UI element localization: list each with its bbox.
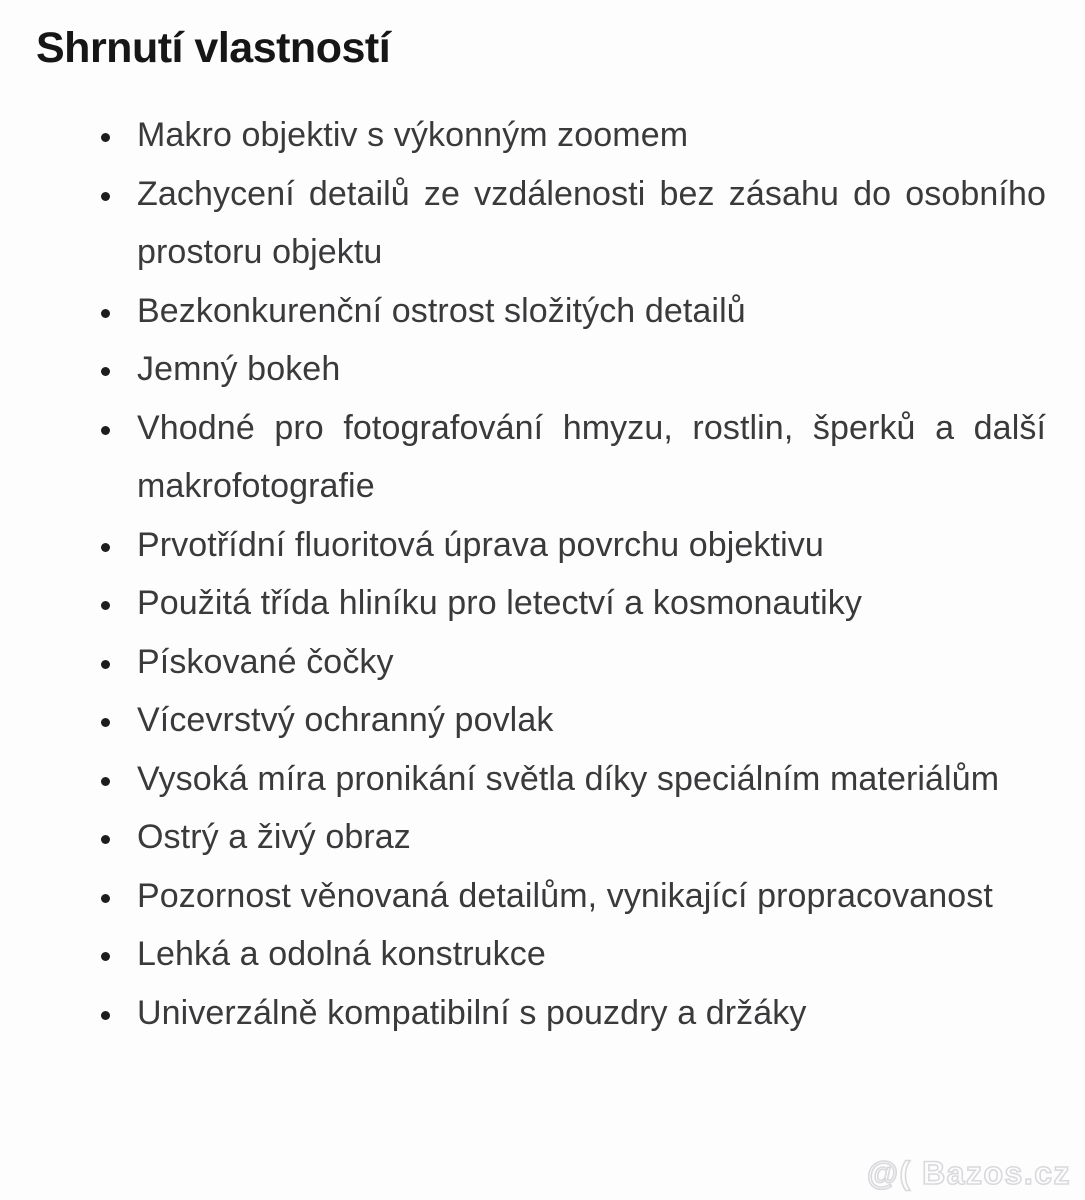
list-item-label: Univerzálně kompatibilní s pouzdry a držáky [137,993,807,1032]
list-item [100,282,1046,341]
list-item-label: Vhodné pro fotografování hmyzu, rostlin, šperků a další makrofotografie [137,408,1046,505]
list-item [100,925,1046,984]
list-item [100,106,1046,165]
list-item [100,516,1046,575]
list-item [100,340,1046,399]
list-item [100,633,1046,692]
list-item-label: Ostrý a živý obraz [137,818,411,856]
list-item [100,984,1046,1043]
list-item-label: Prvotřídní fluoritová úprava povrchu objektivu [137,525,824,564]
list-item [100,165,1046,282]
page-title: Shrnutí vlastností [36,24,391,72]
bazos-watermark: @( Bazos.cz [866,1155,1071,1191]
list-item [100,750,1046,809]
list-item [100,574,1046,633]
list-item-label: Pískované čočky [137,642,394,681]
list-item-label: Vysoká míra pronikání světla díky speciálním materiálům [137,759,1000,798]
list-item [100,808,1046,867]
list-item-label: Lehká a odolná konstrukce [137,935,546,973]
list-item-label: Použitá třída hliníku pro letectví a kosmonautiky [137,584,862,622]
list-item [100,867,1046,926]
list-item-label: Vícevrstvý ochranný povlak [137,701,554,739]
list-item-label: Bezkonkurenční ostrost složitých detailů [137,291,746,330]
list-item-label: Pozornost věnovaná detailům, vynikající propracovanost [137,876,993,915]
feature-summary-list [100,106,1046,1042]
list-item [100,691,1046,750]
list-item [100,399,1046,516]
list-item-label: Makro objektiv s výkonným zoomem [137,116,689,154]
list-item-label: Jemný bokeh [137,350,341,388]
list-item-label: Zachycení detailů ze vzdálenosti bez zásahu do osobního prostoru objektu [137,174,1046,271]
